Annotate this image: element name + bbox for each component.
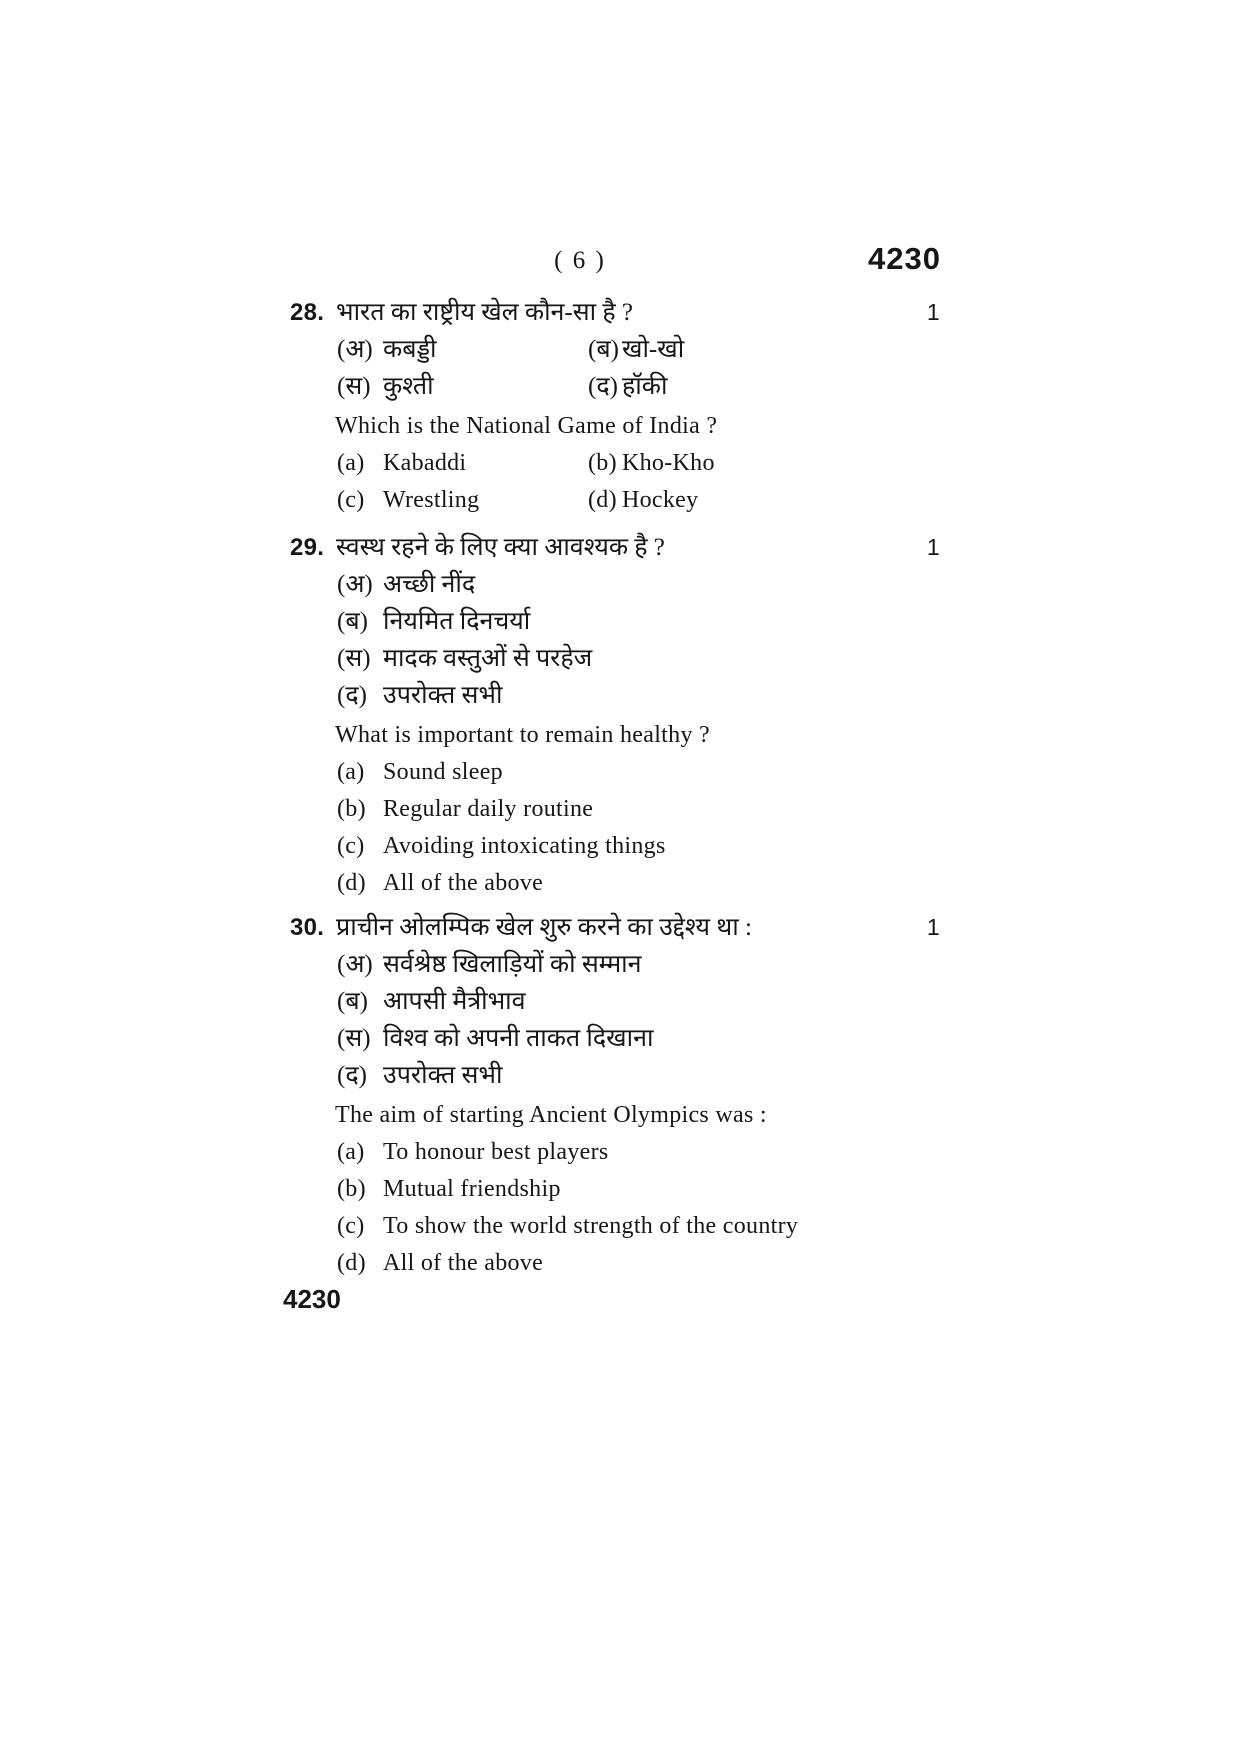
option-hindi-c bbox=[337, 368, 588, 405]
option-text: उपरोक्त सभी bbox=[383, 682, 503, 709]
option-english-d bbox=[337, 1245, 543, 1282]
paper-code-top: 4230 bbox=[868, 241, 941, 276]
question-text-english bbox=[290, 717, 942, 754]
english-option-row bbox=[290, 1134, 942, 1171]
option-hindi-a bbox=[337, 946, 642, 983]
option-label: (b) bbox=[337, 1176, 366, 1202]
question-text-hindi: भारत का राष्ट्रीय खेल कौन-सा है ? bbox=[336, 299, 633, 326]
hindi-option-row bbox=[290, 983, 942, 1020]
question-number: 29. bbox=[290, 534, 325, 561]
option-text: All of the above bbox=[383, 870, 544, 896]
hindi-option-row bbox=[290, 566, 942, 603]
english-option-row bbox=[290, 1245, 942, 1282]
page-number: ( 6 ) bbox=[554, 247, 606, 274]
option-hindi-b bbox=[337, 983, 526, 1020]
option-english-d bbox=[588, 482, 698, 519]
option-text: सर्वश्रेष्ठ खिलाड़ियों को सम्मान bbox=[383, 951, 642, 978]
option-english-b bbox=[337, 791, 593, 828]
option-hindi-d bbox=[337, 1057, 502, 1094]
option-text: खो-खो bbox=[622, 336, 685, 363]
option-label: (अ) bbox=[337, 951, 373, 978]
question-30 bbox=[290, 909, 942, 1282]
question-text-english bbox=[290, 1097, 942, 1134]
hindi-option-row bbox=[290, 1020, 942, 1057]
questions-area bbox=[290, 294, 942, 1282]
option-hindi-c bbox=[337, 1020, 653, 1057]
option-label: (द) bbox=[337, 1062, 367, 1089]
hindi-option-row bbox=[290, 677, 942, 714]
option-english-c bbox=[337, 1208, 798, 1245]
option-label: (ब) bbox=[337, 988, 368, 1015]
option-label: (b) bbox=[337, 796, 366, 822]
option-text: अच्छी नींद bbox=[383, 571, 476, 598]
question-marks: 1 bbox=[926, 299, 940, 325]
question-marks: 1 bbox=[926, 534, 940, 560]
option-label: (स) bbox=[337, 373, 371, 400]
english-option-row bbox=[290, 828, 942, 865]
option-label: (स) bbox=[337, 645, 371, 672]
option-english-a bbox=[337, 1134, 609, 1171]
english-option-row bbox=[290, 865, 942, 902]
english-option-row bbox=[290, 482, 942, 519]
option-text: Regular daily routine bbox=[383, 796, 594, 822]
option-hindi-a bbox=[337, 331, 588, 368]
hindi-option-row bbox=[290, 368, 942, 405]
english-option-row bbox=[290, 1208, 942, 1245]
option-label: (d) bbox=[337, 1250, 366, 1276]
hindi-option-row bbox=[290, 640, 942, 677]
option-english-a bbox=[337, 445, 588, 482]
option-label: (d) bbox=[588, 487, 617, 513]
option-label: (अ) bbox=[337, 336, 373, 363]
question-text-english-label: What is important to remain healthy ? bbox=[335, 722, 710, 748]
option-text: नियमित दिनचर्या bbox=[383, 608, 531, 635]
hindi-option-row bbox=[290, 946, 942, 983]
option-text: हॉकी bbox=[622, 373, 668, 400]
question-30-heading bbox=[290, 909, 942, 946]
option-label: (d) bbox=[337, 870, 366, 896]
option-english-d bbox=[337, 865, 543, 902]
english-option-row bbox=[290, 445, 942, 482]
option-label: (ब) bbox=[337, 608, 368, 635]
option-label: (स) bbox=[337, 1025, 371, 1052]
option-text: कुश्ती bbox=[383, 373, 434, 400]
english-option-row bbox=[290, 791, 942, 828]
question-text-english bbox=[290, 408, 942, 445]
option-text: आपसी मैत्रीभाव bbox=[383, 988, 526, 1015]
option-text: Avoiding intoxicating things bbox=[383, 833, 666, 859]
option-text: Hockey bbox=[622, 487, 699, 513]
option-english-c bbox=[337, 482, 588, 519]
option-hindi-c bbox=[337, 640, 592, 677]
paper-code-bottom: 4230 bbox=[283, 1284, 341, 1314]
option-text: All of the above bbox=[383, 1250, 544, 1276]
option-hindi-b bbox=[588, 331, 684, 368]
option-label: (a) bbox=[337, 450, 365, 476]
question-text-english-label: The aim of starting Ancient Olympics was : bbox=[335, 1102, 767, 1128]
option-label: (c) bbox=[337, 487, 365, 513]
option-text: Kho-Kho bbox=[622, 450, 715, 476]
hindi-option-row bbox=[290, 603, 942, 640]
option-text: कबड्डी bbox=[383, 336, 437, 363]
option-text: Wrestling bbox=[383, 487, 480, 513]
question-text-hindi: प्राचीन ओलम्पिक खेल शुरु करने का उद्देश्य था : bbox=[336, 914, 752, 941]
english-option-row bbox=[290, 754, 942, 791]
question-marks: 1 bbox=[926, 914, 940, 940]
question-28 bbox=[290, 294, 942, 519]
option-hindi-b bbox=[337, 603, 530, 640]
option-text: To show the world strength of the country bbox=[383, 1213, 799, 1239]
option-text: Kabaddi bbox=[383, 450, 467, 476]
hindi-option-row bbox=[290, 1057, 942, 1094]
option-text: To honour best players bbox=[383, 1139, 609, 1165]
option-text: उपरोक्त सभी bbox=[383, 1062, 503, 1089]
question-text-hindi: स्वस्थ रहने के लिए क्या आवश्यक है ? bbox=[336, 534, 665, 561]
hindi-option-row bbox=[290, 331, 942, 368]
option-label: (a) bbox=[337, 1139, 365, 1165]
option-english-b bbox=[588, 445, 715, 482]
option-label: (अ) bbox=[337, 571, 373, 598]
option-english-a bbox=[337, 754, 503, 791]
option-text: मादक वस्तुओं से परहेज bbox=[383, 645, 593, 672]
option-text: Sound sleep bbox=[383, 759, 503, 785]
option-english-b bbox=[337, 1171, 561, 1208]
option-label: (c) bbox=[337, 1213, 365, 1239]
question-number: 30. bbox=[290, 914, 325, 941]
option-label: (c) bbox=[337, 833, 365, 859]
option-text: विश्व को अपनी ताकत दिखाना bbox=[383, 1025, 654, 1052]
option-text: Mutual friendship bbox=[383, 1176, 561, 1202]
english-option-row bbox=[290, 1171, 942, 1208]
option-label: (b) bbox=[588, 450, 617, 476]
option-hindi-a bbox=[337, 566, 475, 603]
question-28-heading bbox=[290, 294, 942, 331]
question-29-heading bbox=[290, 529, 942, 566]
question-text-english-label: Which is the National Game of India ? bbox=[335, 413, 718, 439]
option-label: (ब) bbox=[588, 336, 619, 363]
option-label: (a) bbox=[337, 759, 365, 785]
question-number: 28. bbox=[290, 299, 325, 326]
question-29 bbox=[290, 529, 942, 902]
option-hindi-d bbox=[337, 677, 502, 714]
option-label: (द) bbox=[588, 373, 618, 400]
option-hindi-d bbox=[588, 368, 667, 405]
option-english-c bbox=[337, 828, 666, 865]
option-label: (द) bbox=[337, 682, 367, 709]
